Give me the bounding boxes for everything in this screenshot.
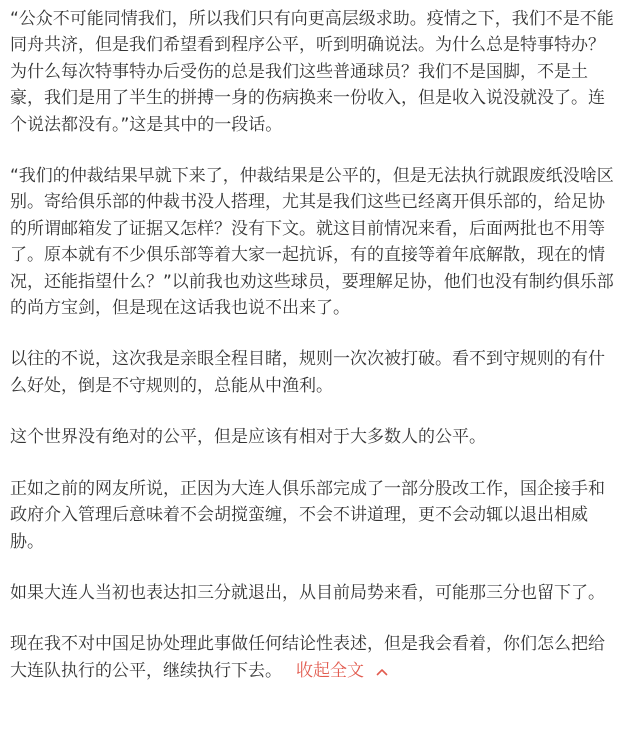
paragraph-4: 这个世界没有绝对的公平，但是应该有相对于大多数人的公平。 [10,427,486,448]
collapse-full-text-button[interactable] [296,658,388,684]
paragraph-7-text: 现在我不对中国足协处理此事做任何结论性表述，但是我会看着，你们怎么把给大连队执行的公平，继续执行下去。 [10,634,605,681]
paragraph-3: 以往的不说，这次我是亲眼全程目睹，规则一次次被打破。看不到守规则的有什么好处，倒是不守规则的，总能从中渔利。 [10,349,605,396]
paragraph-6: 如果大连人当初也表达扣三分就退出，从目前局势来看，可能那三分也留下了。 [10,582,605,603]
paragraph-7 [10,631,616,684]
paragraph-5: 正如之前的网友所说，正因为大连人俱乐部完成了一部分股改工作，国企接手和政府介入管理后意味着不会胡搅蛮缠，不会不讲道理，更不会动辄以退出相威胁。 [10,478,605,552]
paragraph-1: “公众不可能同情我们，所以我们只有向更高层级求助。疫情之下，我们不是不能同舟共济，但是我们希望看到程序公平，听到明确说法。为什么总是特事特办？为什么每次特事特办后受伤的总是我们这些普通球员？我们不是国脚，不是土豪，我们是用了半生的拼搏一身的伤病换来一份收入，但是收入说没就没了。连个说法都没有。”这是其中的一段话。 [10,9,614,135]
chevron-up-icon [376,666,388,678]
paragraph-2: “我们的仲裁结果早就下来了，仲裁结果是公平的，但是无法执行就跟废纸没啥区别。寄给俱乐部的仲裁书没人搭理，尤其是我们这些已经离开俱乐部的，给足协的所谓邮箱发了证据又怎样？没有下文。就这目前情况来看，后面两批也不用等了。原本就有不少俱乐部等着大家一起抗诉，有的直接等着年底解散，现在的情况，还能指望什么？”以前我也劝这些球员，要理解足协，他们也没有制约俱乐部的尚方宝剑，但是现在这话我也说不出来了。 [10,166,614,319]
collapse-label: 收起全文 [296,660,364,681]
